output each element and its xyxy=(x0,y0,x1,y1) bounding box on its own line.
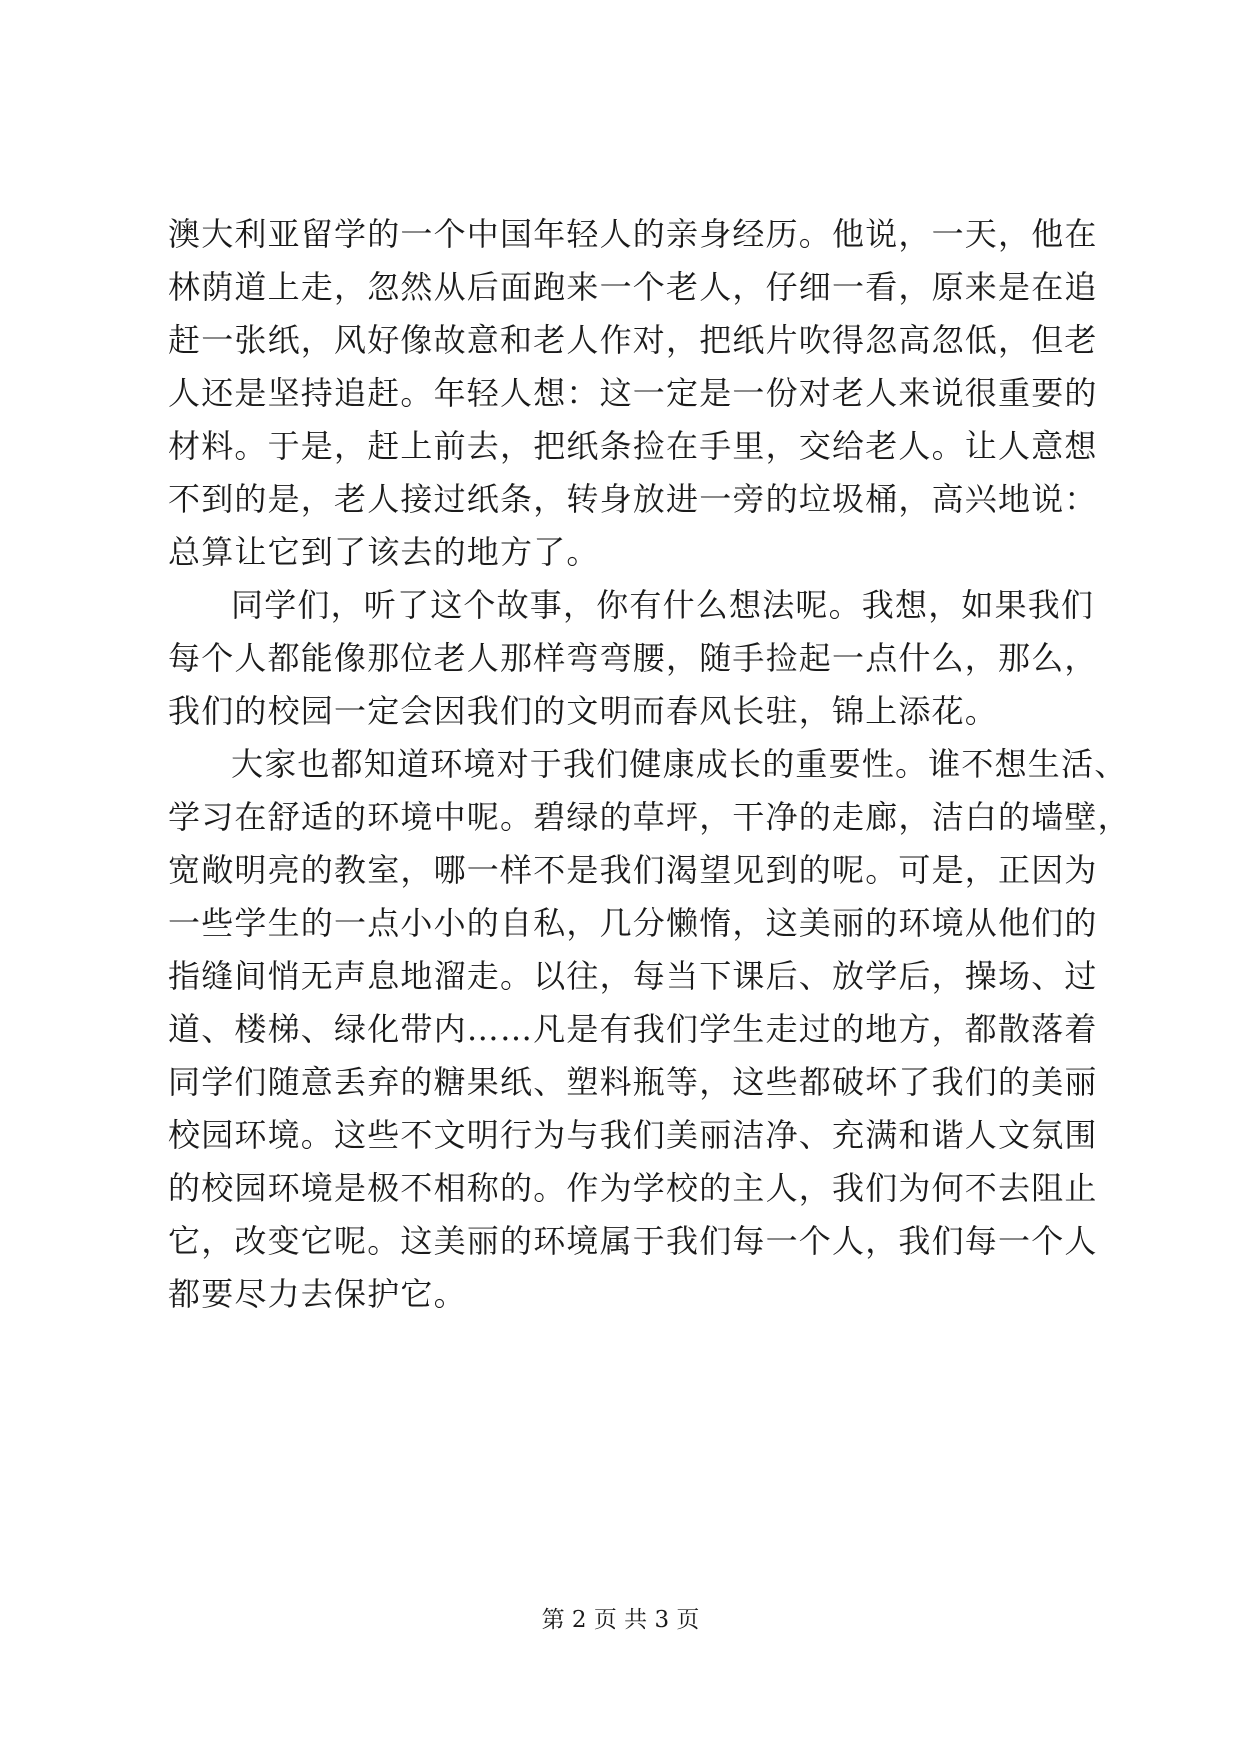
paragraph-3-line-11: 都要尽力去保护它。 xyxy=(168,1275,467,1313)
paragraph-1-line-1: 澳大利亚留学的一个中国年轻人的亲身经历。他说，一天，他在 xyxy=(168,215,1098,253)
paragraph-3-line-2: 学习在舒适的环境中呢。碧绿的草坪，干净的走廊，洁白的墙壁， xyxy=(168,798,1131,836)
paragraph-3-line-9: 的校园环境是极不相称的。作为学校的主人，我们为何不去阻止 xyxy=(168,1169,1098,1207)
paragraph-3-line-6: 道、楼梯、绿化带内……凡是有我们学生走过的地方，都散落着 xyxy=(168,1010,1098,1048)
paragraph-1-line-5: 材料。于是，赶上前去，把纸条捡在手里，交给老人。让人意想 xyxy=(168,427,1098,465)
paragraph-2-line-2: 每个人都能像那位老人那样弯弯腰，随手捡起一点什么，那么， xyxy=(168,639,1098,677)
paragraph-1-line-7: 总算让它到了该去的地方了。 xyxy=(168,533,600,571)
paragraph-3-line-1: 大家也都知道环境对于我们健康成长的重要性。谁不想生活、 xyxy=(231,745,1128,783)
paragraph-1-line-3: 赶一张纸，风好像故意和老人作对，把纸片吹得忽高忽低，但老 xyxy=(168,321,1098,359)
paragraph-3-line-3: 宽敞明亮的教室，哪一样不是我们渴望见到的呢。可是，正因为 xyxy=(168,851,1098,889)
paragraph-2-line-1: 同学们，听了这个故事，你有什么想法呢。我想，如果我们 xyxy=(231,586,1095,624)
paragraph-1-line-2: 林荫道上走，忽然从后面跑来一个老人，仔细一看，原来是在追 xyxy=(168,268,1098,306)
paragraph-3-line-8: 校园环境。这些不文明行为与我们美丽洁净、充满和谐人文氛围 xyxy=(168,1116,1098,1154)
paragraph-1-line-6: 不到的是，老人接过纸条，转身放进一旁的垃圾桶，高兴地说： xyxy=(168,480,1098,518)
paragraph-2-line-3: 我们的校园一定会因我们的文明而春风长驻，锦上添花。 xyxy=(168,692,999,730)
paragraph-3-line-4: 一些学生的一点小小的自私，几分懒惰，这美丽的环境从他们的 xyxy=(168,904,1098,942)
paragraph-3-line-7: 同学们随意丢弃的糖果纸、塑料瓶等，这些都破坏了我们的美丽 xyxy=(168,1063,1098,1101)
paragraph-3-line-5: 指缝间悄无声息地溜走。以往，每当下课后、放学后，操场、过 xyxy=(168,957,1098,995)
paragraph-1-line-4: 人还是坚持追赶。年轻人想：这一定是一份对老人来说很重要的 xyxy=(168,374,1098,412)
paragraph-3-line-10: 它，改变它呢。这美丽的环境属于我们每一个人，我们每一个人 xyxy=(168,1222,1098,1260)
page-number-footer: 第 2 页 共 3 页 xyxy=(541,1607,700,1633)
